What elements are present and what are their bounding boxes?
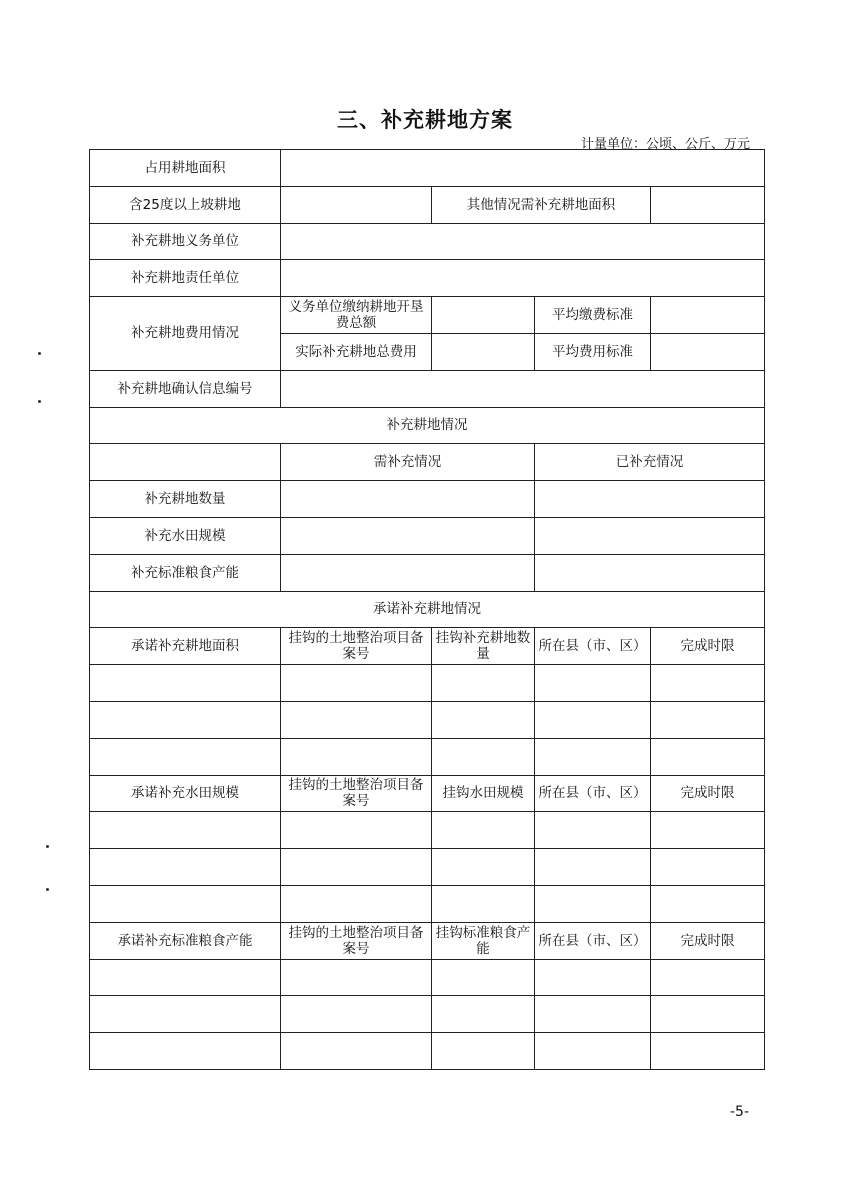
table-row: [90, 738, 765, 775]
table-row: [90, 665, 765, 702]
column-header: 挂钩的土地整治项目备案号: [281, 775, 432, 812]
input-cell[interactable]: [651, 812, 765, 849]
input-cell[interactable]: [281, 1033, 432, 1070]
column-header: 挂钩水田规模: [432, 775, 535, 812]
input-cell[interactable]: [90, 665, 281, 702]
table-row: [90, 775, 765, 812]
input-cell[interactable]: [281, 996, 432, 1033]
page-title: 三、补充耕地方案: [337, 108, 513, 132]
input-cell[interactable]: [535, 554, 765, 591]
table-row: [90, 959, 765, 996]
input-cell[interactable]: [281, 150, 765, 187]
input-cell[interactable]: [432, 885, 535, 922]
input-cell[interactable]: [90, 1033, 281, 1070]
table-row: [90, 444, 765, 481]
input-cell[interactable]: [535, 517, 765, 554]
row-label: 平均缴费标准: [535, 297, 651, 334]
unit-note: 计量单位：公顷、公斤、万元: [580, 137, 750, 152]
table-row: [90, 1033, 765, 1070]
column-header: 完成时限: [651, 775, 765, 812]
column-header: 所在县（市、区）: [535, 775, 651, 812]
table-row: [90, 885, 765, 922]
input-cell[interactable]: [535, 738, 651, 775]
table-row: [90, 849, 765, 886]
input-cell[interactable]: [535, 959, 651, 996]
column-header: 承诺补充水田规模: [90, 775, 281, 812]
input-cell[interactable]: [535, 665, 651, 702]
row-label: 补充耕地责任单位: [90, 260, 281, 297]
input-cell[interactable]: [432, 297, 535, 334]
input-cell[interactable]: [281, 260, 765, 297]
input-cell[interactable]: [535, 812, 651, 849]
column-header: 挂钩的土地整治项目备案号: [281, 628, 432, 665]
column-header: 承诺补充标准粮食产能: [90, 922, 281, 959]
table-row: [90, 150, 765, 187]
column-header: 挂钩标准粮食产能: [432, 922, 535, 959]
column-header: 所在县（市、区）: [535, 922, 651, 959]
input-cell[interactable]: [281, 665, 432, 702]
input-cell[interactable]: [432, 333, 535, 370]
row-label: 其他情况需补充耕地面积: [432, 186, 651, 223]
input-cell[interactable]: [535, 481, 765, 518]
row-label: 实际补充耕地总费用: [281, 333, 432, 370]
row-label: 补充耕地确认信息编号: [90, 370, 281, 407]
input-cell[interactable]: [432, 812, 535, 849]
input-cell[interactable]: [535, 996, 651, 1033]
table-row: [90, 628, 765, 665]
input-cell[interactable]: [432, 738, 535, 775]
input-cell[interactable]: [535, 1033, 651, 1070]
column-header: 挂钩补充耕地数量: [432, 628, 535, 665]
input-cell[interactable]: [281, 554, 535, 591]
input-cell[interactable]: [535, 885, 651, 922]
input-cell[interactable]: [651, 665, 765, 702]
input-cell[interactable]: [651, 959, 765, 996]
table-row: [90, 370, 765, 407]
table-row: [90, 812, 765, 849]
input-cell[interactable]: [651, 885, 765, 922]
column-header: 所在县（市、区）: [535, 628, 651, 665]
table-row: [90, 297, 765, 334]
table-row: [90, 701, 765, 738]
row-label: 补充标准粮食产能: [90, 554, 281, 591]
row-label: 补充耕地费用情况: [90, 297, 281, 371]
input-cell[interactable]: [281, 223, 765, 260]
row-label: 占用耕地面积: [90, 150, 281, 187]
input-cell[interactable]: [432, 996, 535, 1033]
input-cell[interactable]: [281, 517, 535, 554]
row-label: 补充耕地义务单位: [90, 223, 281, 260]
input-cell[interactable]: [281, 701, 432, 738]
input-cell[interactable]: [281, 849, 432, 886]
input-cell[interactable]: [281, 186, 432, 223]
row-label: 义务单位缴纳耕地开垦费总额: [281, 297, 432, 334]
section-title: 补充耕地情况: [90, 407, 765, 444]
table-row: [90, 591, 765, 628]
scan-mark: [46, 888, 49, 891]
input-cell[interactable]: [651, 738, 765, 775]
input-cell[interactable]: [281, 959, 432, 996]
column-header: 挂钩的土地整治项目备案号: [281, 922, 432, 959]
scan-mark: [38, 400, 41, 403]
table-row: [90, 260, 765, 297]
table-row: [90, 407, 765, 444]
input-cell[interactable]: [432, 1033, 535, 1070]
input-cell[interactable]: [281, 738, 432, 775]
table-row: [90, 996, 765, 1033]
row-label: 补充水田规模: [90, 517, 281, 554]
input-cell[interactable]: [651, 297, 765, 334]
input-cell[interactable]: [90, 959, 281, 996]
row-label: 补充耕地数量: [90, 481, 281, 518]
input-cell[interactable]: [281, 812, 432, 849]
input-cell[interactable]: [651, 996, 765, 1033]
input-cell[interactable]: [651, 849, 765, 886]
input-cell[interactable]: [90, 885, 281, 922]
table-row: [90, 223, 765, 260]
input-cell[interactable]: [90, 849, 281, 886]
column-header: 已补充情况: [535, 444, 765, 481]
input-cell[interactable]: [651, 186, 765, 223]
input-cell[interactable]: [281, 885, 432, 922]
input-cell[interactable]: [90, 738, 281, 775]
input-cell[interactable]: [651, 1033, 765, 1070]
input-cell[interactable]: [651, 701, 765, 738]
input-cell[interactable]: [90, 701, 281, 738]
scan-mark: [46, 845, 49, 848]
section-title: 承诺补充耕地情况: [90, 591, 765, 628]
row-label: 含25度以上坡耕地: [90, 186, 281, 223]
input-cell[interactable]: [432, 849, 535, 886]
row-label: 平均费用标准: [535, 333, 651, 370]
supplement-plan-table: [89, 149, 765, 1070]
input-cell[interactable]: [432, 665, 535, 702]
input-cell[interactable]: [90, 996, 281, 1033]
input-cell[interactable]: [90, 812, 281, 849]
page-number: -5-: [730, 1104, 750, 1120]
blank-cell: [90, 444, 281, 481]
scan-mark: [38, 352, 41, 355]
table-row: [90, 554, 765, 591]
column-header: 承诺补充耕地面积: [90, 628, 281, 665]
table-row: [90, 481, 765, 518]
table-row: [90, 517, 765, 554]
column-header: 完成时限: [651, 922, 765, 959]
input-cell[interactable]: [281, 370, 765, 407]
table-row: [90, 922, 765, 959]
input-cell[interactable]: [432, 701, 535, 738]
input-cell[interactable]: [535, 849, 651, 886]
column-header: 需补充情况: [281, 444, 535, 481]
column-header: 完成时限: [651, 628, 765, 665]
input-cell[interactable]: [651, 333, 765, 370]
table-row: [90, 186, 765, 223]
input-cell[interactable]: [281, 481, 535, 518]
input-cell[interactable]: [432, 959, 535, 996]
input-cell[interactable]: [535, 701, 651, 738]
